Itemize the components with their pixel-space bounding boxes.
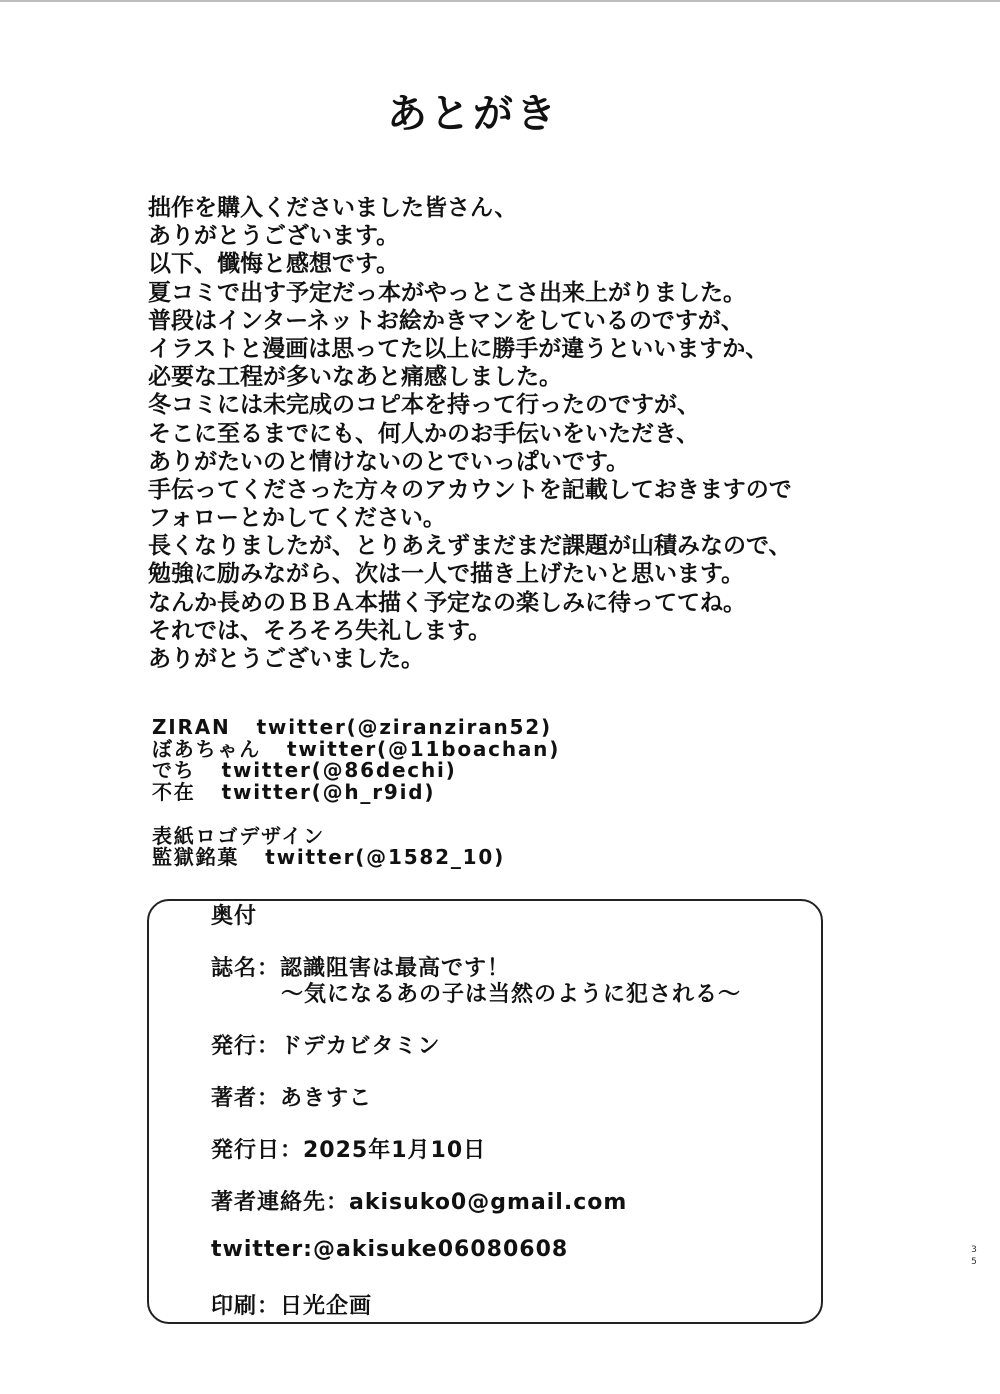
top-border-line	[0, 0, 1000, 2]
page-number-digit: 3	[971, 1245, 977, 1255]
afterword-line: 夏コミで出す予定だっ本がやっとこさ出来上がりました。	[148, 279, 746, 306]
colophon-author: 著者：あきすこ	[211, 1086, 373, 1111]
colophon-twitter: twitter:@akisuke06080608	[211, 1237, 569, 1262]
helper-handle: twitter(@ziranziran52)	[256, 715, 552, 739]
helper-name: でち	[152, 758, 196, 783]
helper-name: ZIRAN	[152, 715, 231, 739]
logo-design-label: 表紙ロゴデザイン	[152, 823, 325, 848]
colophon-title-label: 誌名：	[211, 956, 281, 981]
afterword-line: なんか長めのＢＢＡ本描く予定なの楽しみに待っててね。	[148, 589, 746, 616]
afterword-line: ありがとうございました。	[148, 646, 424, 672]
afterword-line: ありがたいのと情けないのとでいっぱいです。	[148, 448, 630, 475]
afterword-line: ありがとうございます。	[148, 223, 400, 250]
afterword-line: 長くなりましたが、とりあえずまだまだ課題が山積みなので、	[148, 533, 792, 560]
helper-name: 不在	[152, 780, 196, 805]
afterword-line: そこに至るまでにも、何人かのお手伝いをいただき、	[148, 420, 700, 447]
helper-credit	[152, 782, 560, 804]
logo-designer-credit	[152, 847, 560, 869]
colophon-title-sub: ～気になるあの子は当然のように犯される～	[281, 982, 742, 1007]
helper-handle: twitter(@11boachan)	[287, 736, 561, 761]
logo-designer-name: 監獄銘菓	[152, 845, 240, 870]
helper-credit	[152, 760, 560, 782]
logo-designer-handle: twitter(@1582_10)	[265, 845, 506, 870]
page-number	[969, 1244, 979, 1268]
credit-spacer	[152, 804, 560, 826]
colophon-heading: 奥付	[211, 904, 258, 929]
afterword-title: あとがき	[387, 91, 559, 137]
colophon-box	[147, 899, 823, 1324]
afterword-line: 以下、懺悔と感想です。	[148, 251, 400, 278]
afterword-line: 必要な工程が多いなあと痛感しました。	[148, 364, 562, 391]
afterword-line: 普段はインターネットお絵かきマンをしているのですが、	[148, 307, 744, 334]
helper-handle: twitter(@h_r9id)	[221, 780, 436, 805]
helper-credit	[152, 736, 561, 761]
afterword-line: イラストと漫画は思ってた以上に勝手が違うといいますか、	[148, 335, 769, 362]
helper-handle: twitter(@86dechi)	[221, 758, 457, 783]
credits-section	[152, 717, 560, 869]
afterword-line: それでは、そろそろ失礼します。	[148, 617, 492, 644]
colophon-title-main: 認識阻害は最高です！	[280, 956, 511, 981]
afterword-line: 拙作を購入くださいました皆さん、	[148, 195, 518, 221]
colophon-printer: 印刷：日光企画	[211, 1294, 373, 1319]
afterword-line: フォローとかしてください。	[148, 505, 446, 532]
afterword-line: 手伝ってくださった方々のアカウントを記載しておきますので	[148, 476, 792, 503]
colophon-date: 発行日：2025年1月10日	[211, 1138, 487, 1163]
colophon-publisher: 発行：ドデカビタミン	[211, 1034, 441, 1059]
helper-credit	[152, 717, 560, 739]
helper-name: ぼあちゃん	[152, 736, 261, 761]
afterword-line: 冬コミには未完成のコピ本を持って行ったのですが、	[148, 392, 700, 419]
afterword-body	[148, 194, 792, 673]
page-number-digit: 5	[971, 1257, 977, 1267]
afterword-line: 勉強に励みながら、次は一人で描き上げたいと思います。	[148, 561, 745, 588]
colophon-contact: 著者連絡先：akisuko0@gmail.com	[211, 1190, 628, 1215]
